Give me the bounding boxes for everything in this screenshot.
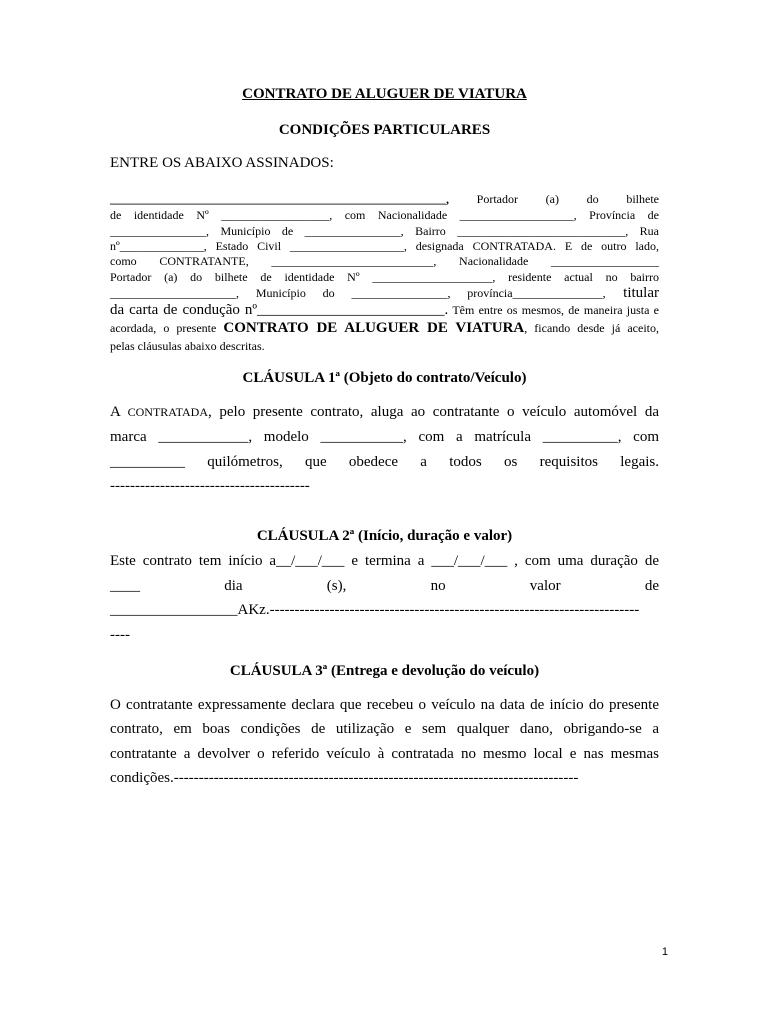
- clause-1-line-4: ----------------------------------------: [110, 478, 310, 494]
- clause-3-heading: CLÁUSULA 3ª (Entrega e devolução do veículo): [229, 663, 540, 679]
- clause-1-line-1-c: , pelo presente contrato, aluga ao contratante o veículo automóvel da: [208, 404, 659, 420]
- clause-1-heading: CLÁUSULA 1ª (Objeto do contrato/Veículo): [242, 370, 527, 386]
- parties-line-9: [110, 320, 659, 337]
- intro-line: ENTRE OS ABAIXO ASSINADOS:: [110, 155, 334, 171]
- parties-line-8: [110, 302, 659, 319]
- parties-line-9-a: acordada, o presente: [110, 321, 224, 335]
- clause-1-line-1-a: A: [110, 404, 128, 420]
- parties-line-3: ________________, Município de ________________, Bairro ____________________________, Rua: [110, 224, 659, 238]
- contract-name-inline: CONTRATO DE ALUGUER DE VIATURA: [223, 320, 525, 336]
- document-title: CONTRATO DE ALUGUER DE VIATURA: [242, 86, 527, 102]
- party-name-blank: ________________________________________________________,: [110, 192, 449, 206]
- clause-2-line-1: Este contrato tem início a__/___/___ e termina a ___/___/___ , com uma duração de: [110, 553, 659, 569]
- clause-3-line-3: contratante a devolver o referido veículo à contratada no mesmo local e nas mesmas: [110, 746, 659, 762]
- clause-1-line-2: marca ____________, modelo ___________, com a matrícula __________, com: [110, 429, 659, 445]
- page-number: 1: [661, 946, 668, 958]
- parties-line-7-text: _____________________, Município do ________________, província_______________,: [110, 286, 606, 300]
- clause-1-line-1: [110, 404, 659, 421]
- carta-conducao-text: da carta de condução nº_________________________.: [110, 302, 449, 318]
- clause-2-heading: CLÁUSULA 2ª (Início, duração e valor): [256, 528, 513, 544]
- parties-line-7: [110, 285, 659, 302]
- clause-1-line-3: __________ quilómetros, que obedece a todos os requisitos legais.: [110, 454, 659, 470]
- clause-2-line-2: ____ dia (s), no valor de: [110, 578, 659, 594]
- parties-line-9-c: , ficando desde já aceito,: [524, 321, 659, 335]
- clause-3-line-2: contrato, em boas condições de utilização e sem qualquer dano, obrigando-se a: [110, 721, 659, 737]
- clause-3-line-1: O contratante expressamente declara que recebeu o veículo na data de início do presente: [110, 697, 659, 713]
- clause-2-line-4: ----: [110, 627, 130, 643]
- parties-line-10: pelas cláusulas abaixo descritas.: [110, 339, 265, 353]
- parties-line-1-text: Portador (a) do bilhete: [449, 192, 659, 206]
- parties-line-5: como CONTRATANTE, ___________________________, Nacionalidade __________________: [110, 254, 659, 268]
- contratada-smallcaps: CONTRATADA: [127, 405, 208, 419]
- titular-text: titular: [605, 285, 659, 301]
- parties-line-1: [110, 192, 659, 207]
- clause-3-line-4: condições.---------------------------------------------------------------------------------: [110, 770, 579, 786]
- parties-line-2: de identidade Nº __________________, com Nacionalidade ___________________, Província de: [110, 208, 659, 222]
- clause-2-line-3: _________________AKz.--------------------------------------------------------------------------: [110, 602, 640, 618]
- parties-line-6: Portador (a) do bilhete de identidade Nº ____________________, residente actual no bairro: [110, 270, 659, 284]
- parties-line-4: nº______________, Estado Civil ___________________, designada CONTRATADA. E de outro lado,: [110, 239, 659, 253]
- parties-line-8-text: Têm entre os mesmos, de maneira justa e: [448, 303, 659, 317]
- document-subtitle: CONDIÇÕES PARTICULARES: [278, 122, 491, 138]
